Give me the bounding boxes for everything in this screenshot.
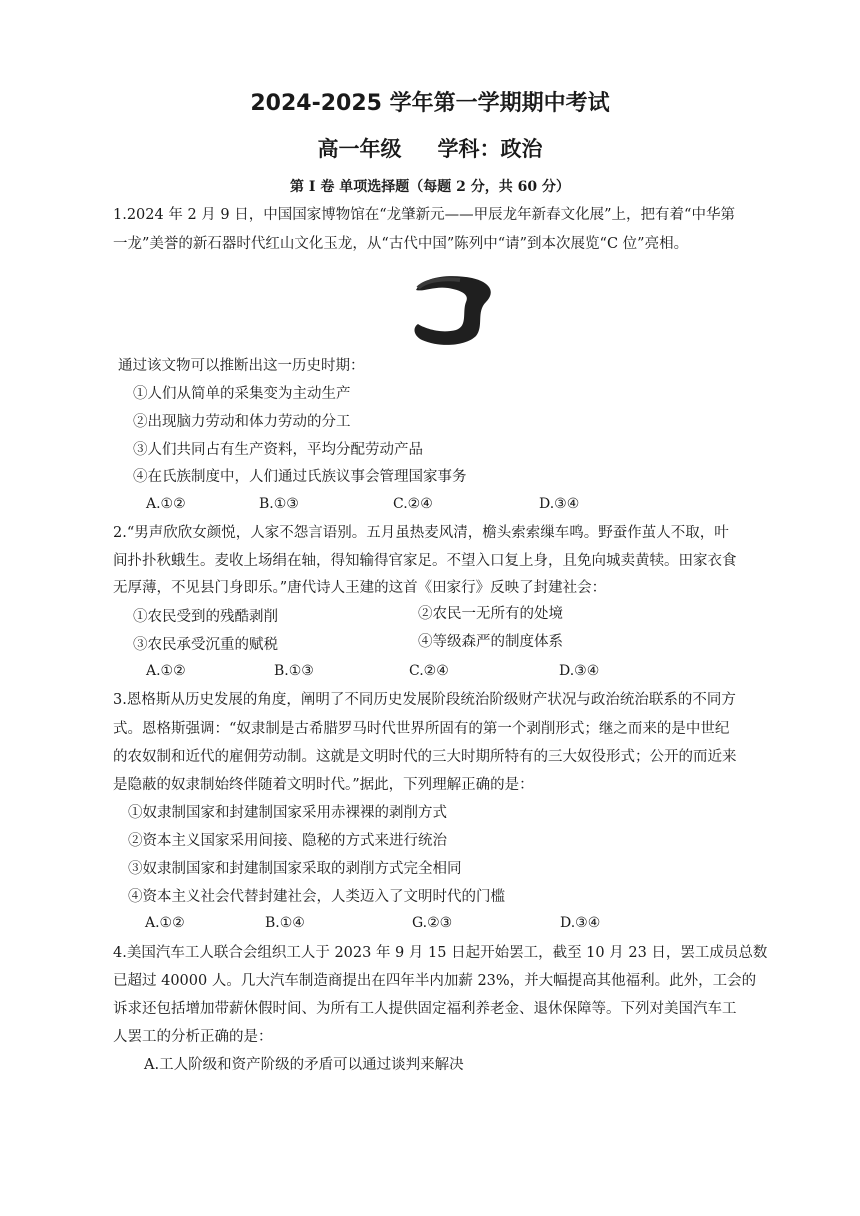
q3-item-3: ③奴隶制国家和封建制国家采取的剥削方式完全相同 (128, 861, 462, 877)
q2-line-1: 2.“男声欣欣女颜悦，人家不怨言语别。五月虽热麦风清，檐头索索缫车鸣。野蚕作茧人不取，叶 (113, 525, 729, 541)
q1-line-1: 1.2024 年 2 月 9 日，中国国家博物馆在“龙肇新元——甲辰龙年新春文化展”上，把有着“中华第 (113, 207, 735, 223)
q2-option-d[interactable]: D.③④ (559, 663, 600, 679)
q1-item-1: ①人们从简单的采集变为主动生产 (133, 386, 351, 402)
q3-option-d[interactable]: D.③④ (560, 915, 601, 931)
q1-item-3: ③人们共同占有生产资料，平均分配劳动产品 (133, 442, 423, 458)
q3-option-a[interactable]: A.①② (145, 915, 185, 931)
q2-item-1: ①农民受到的残酷剥削 (133, 609, 278, 625)
subject-label: 学科：政治 (437, 137, 543, 161)
q2-option-a[interactable]: A.①② (146, 663, 186, 679)
q4-line-2: 已超过 40000 人。几大汽车制造商提出在四年半内加薪 23%，并大幅提高其他福利。此外，工会的 (113, 973, 757, 989)
q4-option-a[interactable]: A.工人阶级和资产阶级的矛盾可以通过谈判来解决 (144, 1057, 464, 1073)
q3-item-2: ②资本主义国家采用间接、隐秘的方式来进行统治 (128, 833, 447, 849)
q3-line-3: 的农奴制和近代的雇佣劳动制。这就是文明时代的三大时期所特有的三大奴役形式；公开的而近来 (113, 749, 737, 765)
q2-item-4: ④等级森严的制度体系 (418, 634, 563, 650)
q2-item-2: ②农民一无所有的处境 (418, 606, 563, 622)
exam-subtitle (0, 133, 860, 163)
grade-label: 高一年级 (317, 137, 402, 161)
q1-option-d[interactable]: D.③④ (539, 496, 580, 512)
q3-option-c[interactable]: G.②③ (412, 915, 453, 931)
q3-options (145, 915, 745, 935)
q2-options (146, 663, 746, 683)
q3-item-4: ④资本主义社会代替封建社会，人类迈入了文明时代的门槛 (128, 889, 505, 905)
q3-item-1: ①奴隶制国家和封建制国家采用赤裸裸的剥削方式 (128, 805, 447, 821)
q4-line-1: 4.美国汽车工人联合会组织工人于 2023 年 9 月 15 日起开始罢工，截至 10 月 23 日，罢工成员总数 (113, 945, 768, 961)
q1-option-c[interactable]: C.②④ (393, 496, 433, 512)
q1-option-b[interactable]: B.①③ (259, 496, 299, 512)
q1-option-a[interactable]: A.①② (146, 496, 186, 512)
q2-option-b[interactable]: B.①③ (274, 663, 314, 679)
q3-line-1: 3.恩格斯从历史发展的角度，阐明了不同历史发展阶段统治阶级财产状况与政治统治联系的不同方 (113, 692, 736, 708)
q1-options (146, 496, 746, 516)
q1-item-4: ④在氏族制度中，人们通过氏族议事会管理国家事务 (133, 469, 467, 485)
q3-option-b[interactable]: B.①④ (265, 915, 305, 931)
q2-line-2: 间扑扑秋蛾生。麦收上场绢在轴，得知输得官家足。不望入口复上身，且免向城卖黄犊。田家衣食 (113, 553, 737, 569)
section-heading: 第 I 卷 单项选择题（每题 2 分，共 60 分） (290, 179, 570, 195)
q2-line-3: 无厚薄，不见县门身即乐。”唐代诗人王建的这首《田家行》反映了封建社会： (113, 580, 607, 596)
q3-line-2: 式。恩格斯强调：“奴隶制是古希腊罗马时代世界所固有的第一个剥削形式；继之而来的是中世纪 (113, 721, 730, 737)
q4-line-3: 诉求还包括增加带薪休假时间、为所有工人提供固定福利养老金、退休保障等。下列对美国汽车工 (113, 1001, 737, 1017)
exam-title: 2024-2025 学年第一学期期中考试 (250, 91, 610, 116)
q2-option-c[interactable]: C.②④ (409, 663, 449, 679)
q1-prompt: 通过该文物可以推断出这一历史时期： (118, 358, 365, 374)
q2-item-3: ③农民承受沉重的赋税 (133, 637, 278, 653)
q3-line-4: 是隐蔽的奴隶制始终伴随着文明时代。”据此，下列理解正确的是： (113, 777, 534, 793)
jade-dragon-image (400, 268, 500, 348)
q4-line-4: 人罢工的分析正确的是： (113, 1029, 273, 1045)
q1-item-2: ②出现脑力劳动和体力劳动的分工 (133, 414, 351, 430)
q1-line-2: 一龙”美誉的新石器时代红山文化玉龙，从“古代中国”陈列中“请”到本次展览“C 位”亮相。 (113, 236, 689, 252)
